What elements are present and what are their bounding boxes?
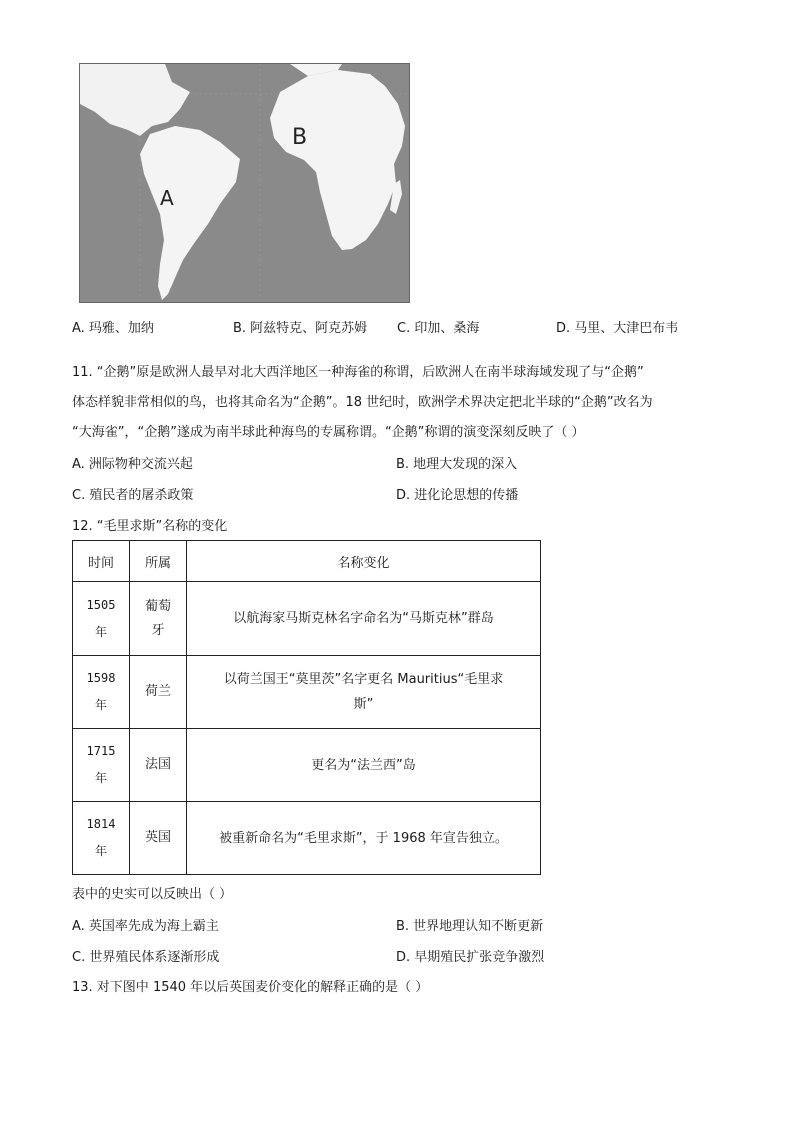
q12-option-d[interactable]: D. 早期殖民扩张竞争激烈 [396, 950, 545, 965]
cell-year: 1814 年 [73, 802, 130, 875]
q12-option-c[interactable]: C. 世界殖民体系逐渐形成 [72, 950, 220, 965]
header-owner: 所属 [130, 541, 187, 582]
cell-owner: 法国 [130, 729, 187, 802]
cell-change: 更名为“法兰西”岛 [187, 729, 541, 802]
q11-stem-line-3: “大海雀”，“企鹅”遂成为南半球此种海鸟的专属称谓。“企鹅”称谓的演变深刻反映了（ ） [72, 425, 585, 440]
table-header-row [73, 541, 541, 582]
world-map-svg [80, 64, 409, 302]
q10-option-a[interactable]: A. 玛雅、加纳 [72, 321, 154, 336]
table-row [73, 729, 541, 802]
cell-year: 1505 年 [73, 582, 130, 656]
cell-owner: 荷兰 [130, 656, 187, 729]
q11-option-b[interactable]: B. 地理大发现的深入 [396, 457, 518, 472]
cell-owner: 英国 [130, 802, 187, 875]
q10-option-d[interactable]: D. 马里、大津巴布韦 [556, 321, 679, 336]
q12-name-change-table [72, 540, 541, 875]
cell-change: 以荷兰国王“莫里茨”名字更名 Mauritius“毛里求 斯” [187, 656, 541, 729]
cell-owner: 葡萄 牙 [130, 582, 187, 656]
q11-option-a[interactable]: A. 洲际物种交流兴起 [72, 457, 193, 472]
q11-option-d[interactable]: D. 进化论思想的传播 [396, 488, 519, 503]
cell-change: 以航海家马斯克林名字命名为“马斯克林”群岛 [187, 582, 541, 656]
table-row [73, 582, 541, 656]
cell-year: 1598 年 [73, 656, 130, 729]
table-row [73, 802, 541, 875]
q10-option-c[interactable]: C. 印加、桑海 [397, 321, 480, 336]
header-time: 时间 [73, 541, 130, 582]
q12-option-b[interactable]: B. 世界地理认知不断更新 [396, 919, 544, 934]
q12-stem: 表中的史实可以反映出（ ） [72, 887, 233, 902]
map-label-b: B [292, 125, 308, 150]
table-row [73, 656, 541, 729]
q12-option-a[interactable]: A. 英国率先成为海上霸主 [72, 919, 219, 934]
q11-option-c[interactable]: C. 殖民者的屠杀政策 [72, 488, 194, 503]
cell-year: 1715 年 [73, 729, 130, 802]
q11-stem-line-1: 11. “企鹅”原是欧洲人最早对北大西洋地区一种海雀的称谓，后欧洲人在南半球海域发现了与“企鹅” [72, 365, 644, 380]
q11-stem-line-2: 体态样貌非常相似的鸟，也将其命名为“企鹅”。18 世纪时，欧洲学术界决定把北半球的“企鹅”改名为 [72, 395, 653, 410]
header-change: 名称变化 [187, 541, 541, 582]
q10-option-b[interactable]: B. 阿兹特克、阿克苏姆 [233, 321, 368, 336]
map-figure [79, 63, 410, 303]
q12-title: 12. “毛里求斯”名称的变化 [72, 519, 228, 534]
q13-stem: 13. 对下图中 1540 年以后英国麦价变化的解释正确的是（ ） [72, 980, 429, 995]
cell-change: 被重新命名为“毛里求斯”，于 1968 年宣告独立。 [187, 802, 541, 875]
map-label-a: A [160, 186, 174, 210]
